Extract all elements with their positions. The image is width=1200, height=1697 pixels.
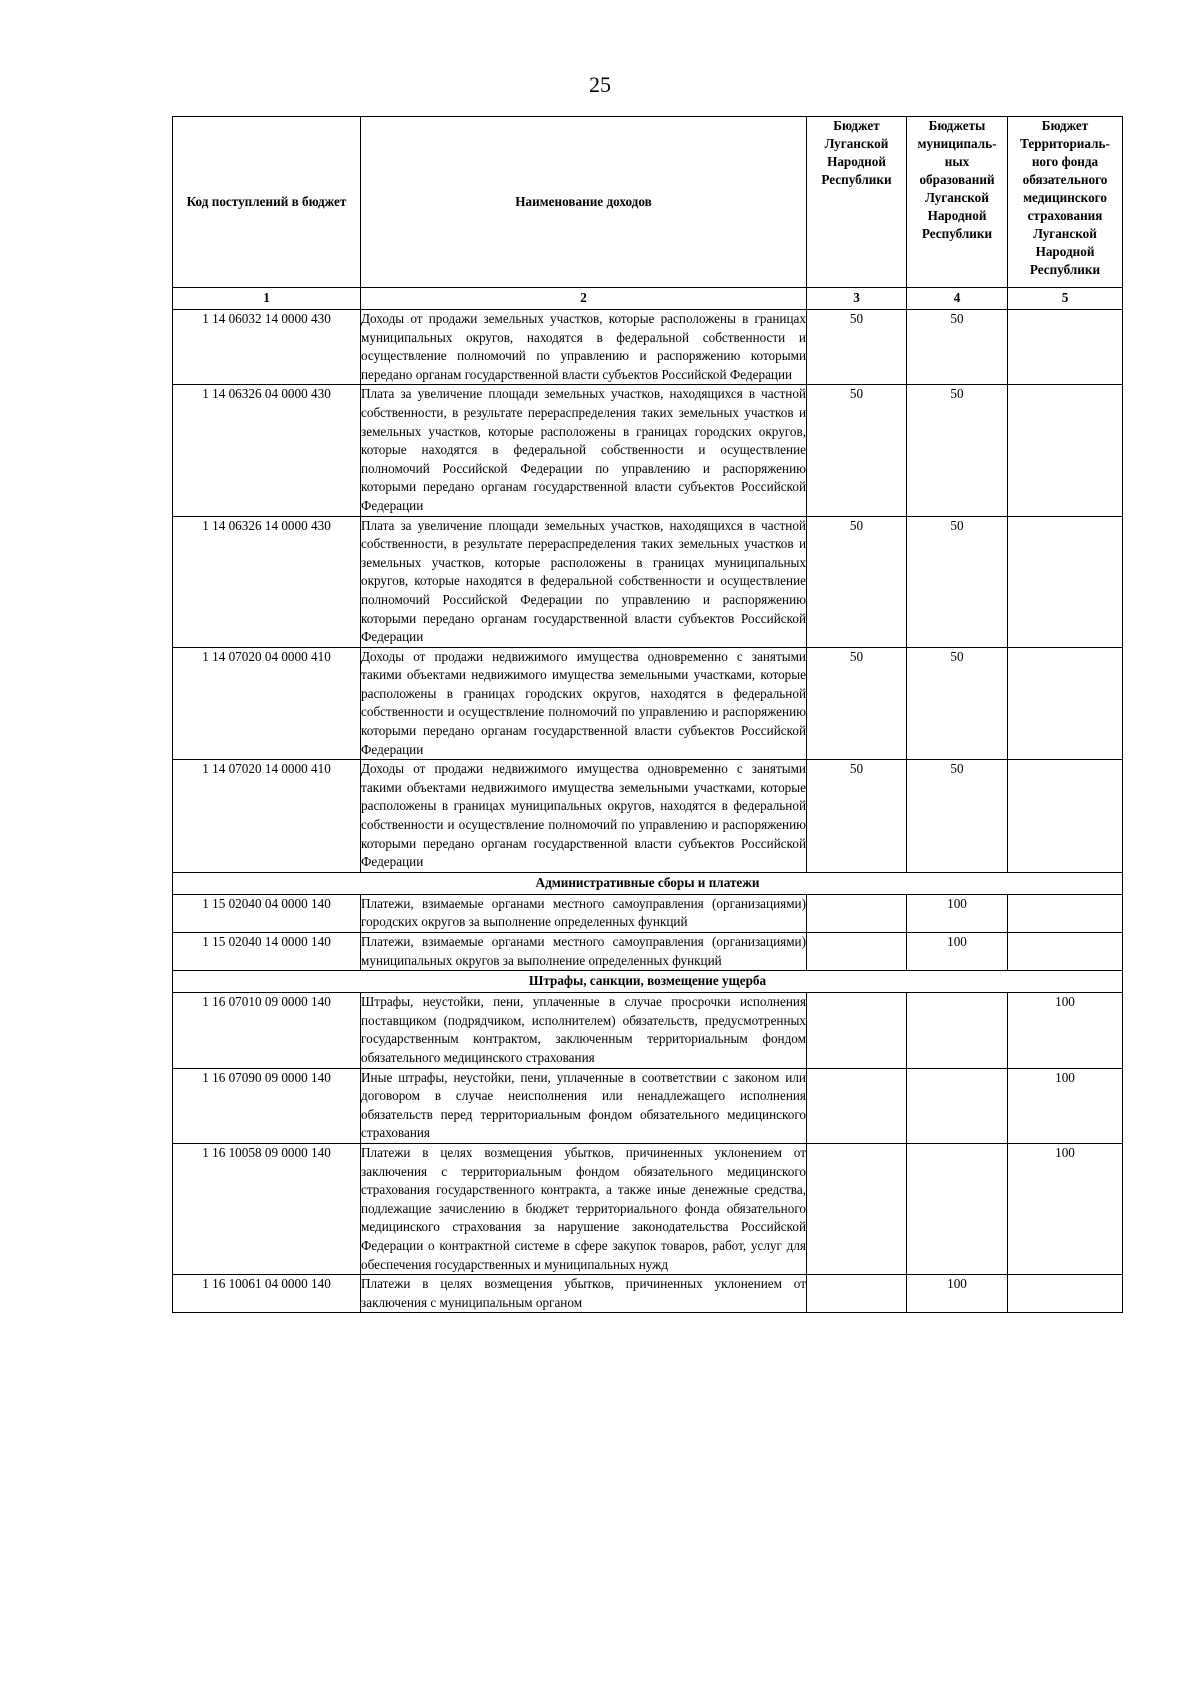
row-value-col4: [907, 1143, 1008, 1274]
row-value-col5: [1008, 647, 1123, 760]
row-value-col3: [807, 933, 907, 971]
table-row: [173, 760, 1123, 873]
row-value-col3: [807, 1143, 907, 1274]
row-value-col5: [1008, 516, 1123, 647]
header-row: [173, 117, 1123, 288]
header-col4: Бюджеты муниципаль-ных образований Луганской Народной Республики: [907, 117, 1008, 288]
row-value-col4: [907, 993, 1008, 1068]
row-code: 1 14 07020 04 0000 410: [173, 647, 361, 760]
row-value-col5: 100: [1008, 1143, 1123, 1274]
row-code: 1 14 06326 14 0000 430: [173, 516, 361, 647]
row-name: Доходы от продажи недвижимого имущества одновременно с занятыми такими объектами недвижимого имущества земельными участками, которые расположены в границах городских округов, находятся в федеральной собственности и осуществление полномочий по управлению и распоряжению которыми передано органам государственной власти субъектов Российской Федерации: [361, 647, 807, 760]
row-name: Платежи, взимаемые органами местного самоуправления (организациями) городских округов за выполнение определенных функций: [361, 894, 807, 932]
row-name: Плата за увеличение площади земельных участков, находящихся в частной собственности, в результате перераспределения таких земельных участков и земельных участков, которые расположены в границах муниципальных округов, которые находятся в федеральной собственности и осуществление полномочий Российской Федерации по управлению и распоряжению которыми передано органам государственной власти субъектов Российской Федерации: [361, 516, 807, 647]
row-value-col4: 50: [907, 760, 1008, 873]
column-number: 4: [907, 288, 1008, 310]
row-name: Иные штрафы, неустойки, пени, уплаченные в соответствии с законом или договором в случае неисполнения или ненадлежащего исполнения обязательств перед территориальным фондом обязательного медицинского страхования: [361, 1068, 807, 1143]
row-value-col4: [907, 1068, 1008, 1143]
row-code: 1 16 10061 04 0000 140: [173, 1275, 361, 1313]
row-code: 1 16 07090 09 0000 140: [173, 1068, 361, 1143]
table-row: [173, 516, 1123, 647]
row-value-col3: 50: [807, 647, 907, 760]
column-number-row: [173, 288, 1123, 310]
row-value-col3: 50: [807, 516, 907, 647]
table-row: [173, 894, 1123, 932]
row-name: Платежи в целях возмещения убытков, причиненных уклонением от заключения с муниципальным органом: [361, 1275, 807, 1313]
table-row: [173, 933, 1123, 971]
row-code: 1 14 06326 04 0000 430: [173, 385, 361, 516]
section-title: Административные сборы и платежи: [173, 872, 1123, 894]
row-value-col5: [1008, 760, 1123, 873]
row-value-col4: 50: [907, 516, 1008, 647]
row-value-col5: [1008, 310, 1123, 385]
table-row: [173, 385, 1123, 516]
row-value-col4: 100: [907, 894, 1008, 932]
row-value-col4: 50: [907, 385, 1008, 516]
row-value-col4: 100: [907, 1275, 1008, 1313]
row-value-col3: 50: [807, 310, 907, 385]
row-value-col3: 50: [807, 385, 907, 516]
row-value-col3: [807, 1275, 907, 1313]
row-code: 1 16 07010 09 0000 140: [173, 993, 361, 1068]
row-value-col5: [1008, 385, 1123, 516]
row-name: Доходы от продажи земельных участков, которые расположены в границах муниципальных округов, находятся в федеральной собственности и осуществление полномочий по управлению и распоряжению которыми передано органам государственной власти субъектов Российской Федерации: [361, 310, 807, 385]
table-row: [173, 1068, 1123, 1143]
row-code: 1 14 07020 14 0000 410: [173, 760, 361, 873]
section-header-row: [173, 971, 1123, 993]
row-value-col5: [1008, 933, 1123, 971]
revenue-table: [172, 116, 1123, 1313]
table-row: [173, 1275, 1123, 1313]
row-value-col4: 50: [907, 310, 1008, 385]
row-value-col3: [807, 993, 907, 1068]
row-code: 1 14 06032 14 0000 430: [173, 310, 361, 385]
row-value-col3: 50: [807, 760, 907, 873]
header-code: Код поступлений в бюджет: [173, 117, 361, 288]
header-col3: Бюджет Луганской Народной Республики: [807, 117, 907, 288]
table-row: [173, 993, 1123, 1068]
row-name: Штрафы, неустойки, пени, уплаченные в случае просрочки исполнения поставщиком (подрядчиком, исполнителем) обязательств, предусмотренных государственным контрактом, заключенным территориальным фондом обязательного медицинского страхования: [361, 993, 807, 1068]
row-value-col4: 50: [907, 647, 1008, 760]
table-row: [173, 1143, 1123, 1274]
row-value-col5: 100: [1008, 1068, 1123, 1143]
row-name: Плата за увеличение площади земельных участков, находящихся в частной собственности, в результате перераспределения таких земельных участков и земельных участков, которые расположены в границах городских округов, которые находятся в федеральной собственности и осуществление полномочий Российской Федерации по управлению и распоряжению которыми передано органам государственной власти субъектов Российской Федерации: [361, 385, 807, 516]
page-number: 25: [589, 72, 611, 97]
row-value-col5: [1008, 894, 1123, 932]
table-row: [173, 647, 1123, 760]
column-number: 1: [173, 288, 361, 310]
row-value-col4: 100: [907, 933, 1008, 971]
section-title: Штрафы, санкции, возмещение ущерба: [173, 971, 1123, 993]
row-code: 1 15 02040 14 0000 140: [173, 933, 361, 971]
row-name: Платежи в целях возмещения убытков, причиненных уклонением от заключения с территориальным фондом обязательного медицинского страхования государственного контракта, а также иные денежные средства, подлежащие зачислению в бюджет территориального фонда обязательного медицинского страхования за нарушение законодательства Российской Федерации о контрактной системе в сфере закупок товаров, работ, услуг для обеспечения государственных и муниципальных нужд: [361, 1143, 807, 1274]
column-number: 3: [807, 288, 907, 310]
column-number: 2: [361, 288, 807, 310]
table-row: [173, 310, 1123, 385]
section-header-row: [173, 872, 1123, 894]
column-number: 5: [1008, 288, 1123, 310]
row-name: Доходы от продажи недвижимого имущества одновременно с занятыми такими объектами недвижимого имущества земельными участками, которые расположены в границах муниципальных округов, находятся в федеральной собственности и осуществление полномочий по управлению и распоряжению которыми передано органам государственной власти субъектов Российской Федерации: [361, 760, 807, 873]
row-value-col5: 100: [1008, 993, 1123, 1068]
row-code: 1 15 02040 04 0000 140: [173, 894, 361, 932]
row-name: Платежи, взимаемые органами местного самоуправления (организациями) муниципальных округов за выполнение определенных функций: [361, 933, 807, 971]
row-value-col3: [807, 1068, 907, 1143]
row-value-col5: [1008, 1275, 1123, 1313]
row-value-col3: [807, 894, 907, 932]
header-col5: Бюджет Территориаль-ного фонда обязательного медицинского страхования Луганской Народной Республики: [1008, 117, 1123, 288]
row-code: 1 16 10058 09 0000 140: [173, 1143, 361, 1274]
header-name: Наименование доходов: [361, 117, 807, 288]
